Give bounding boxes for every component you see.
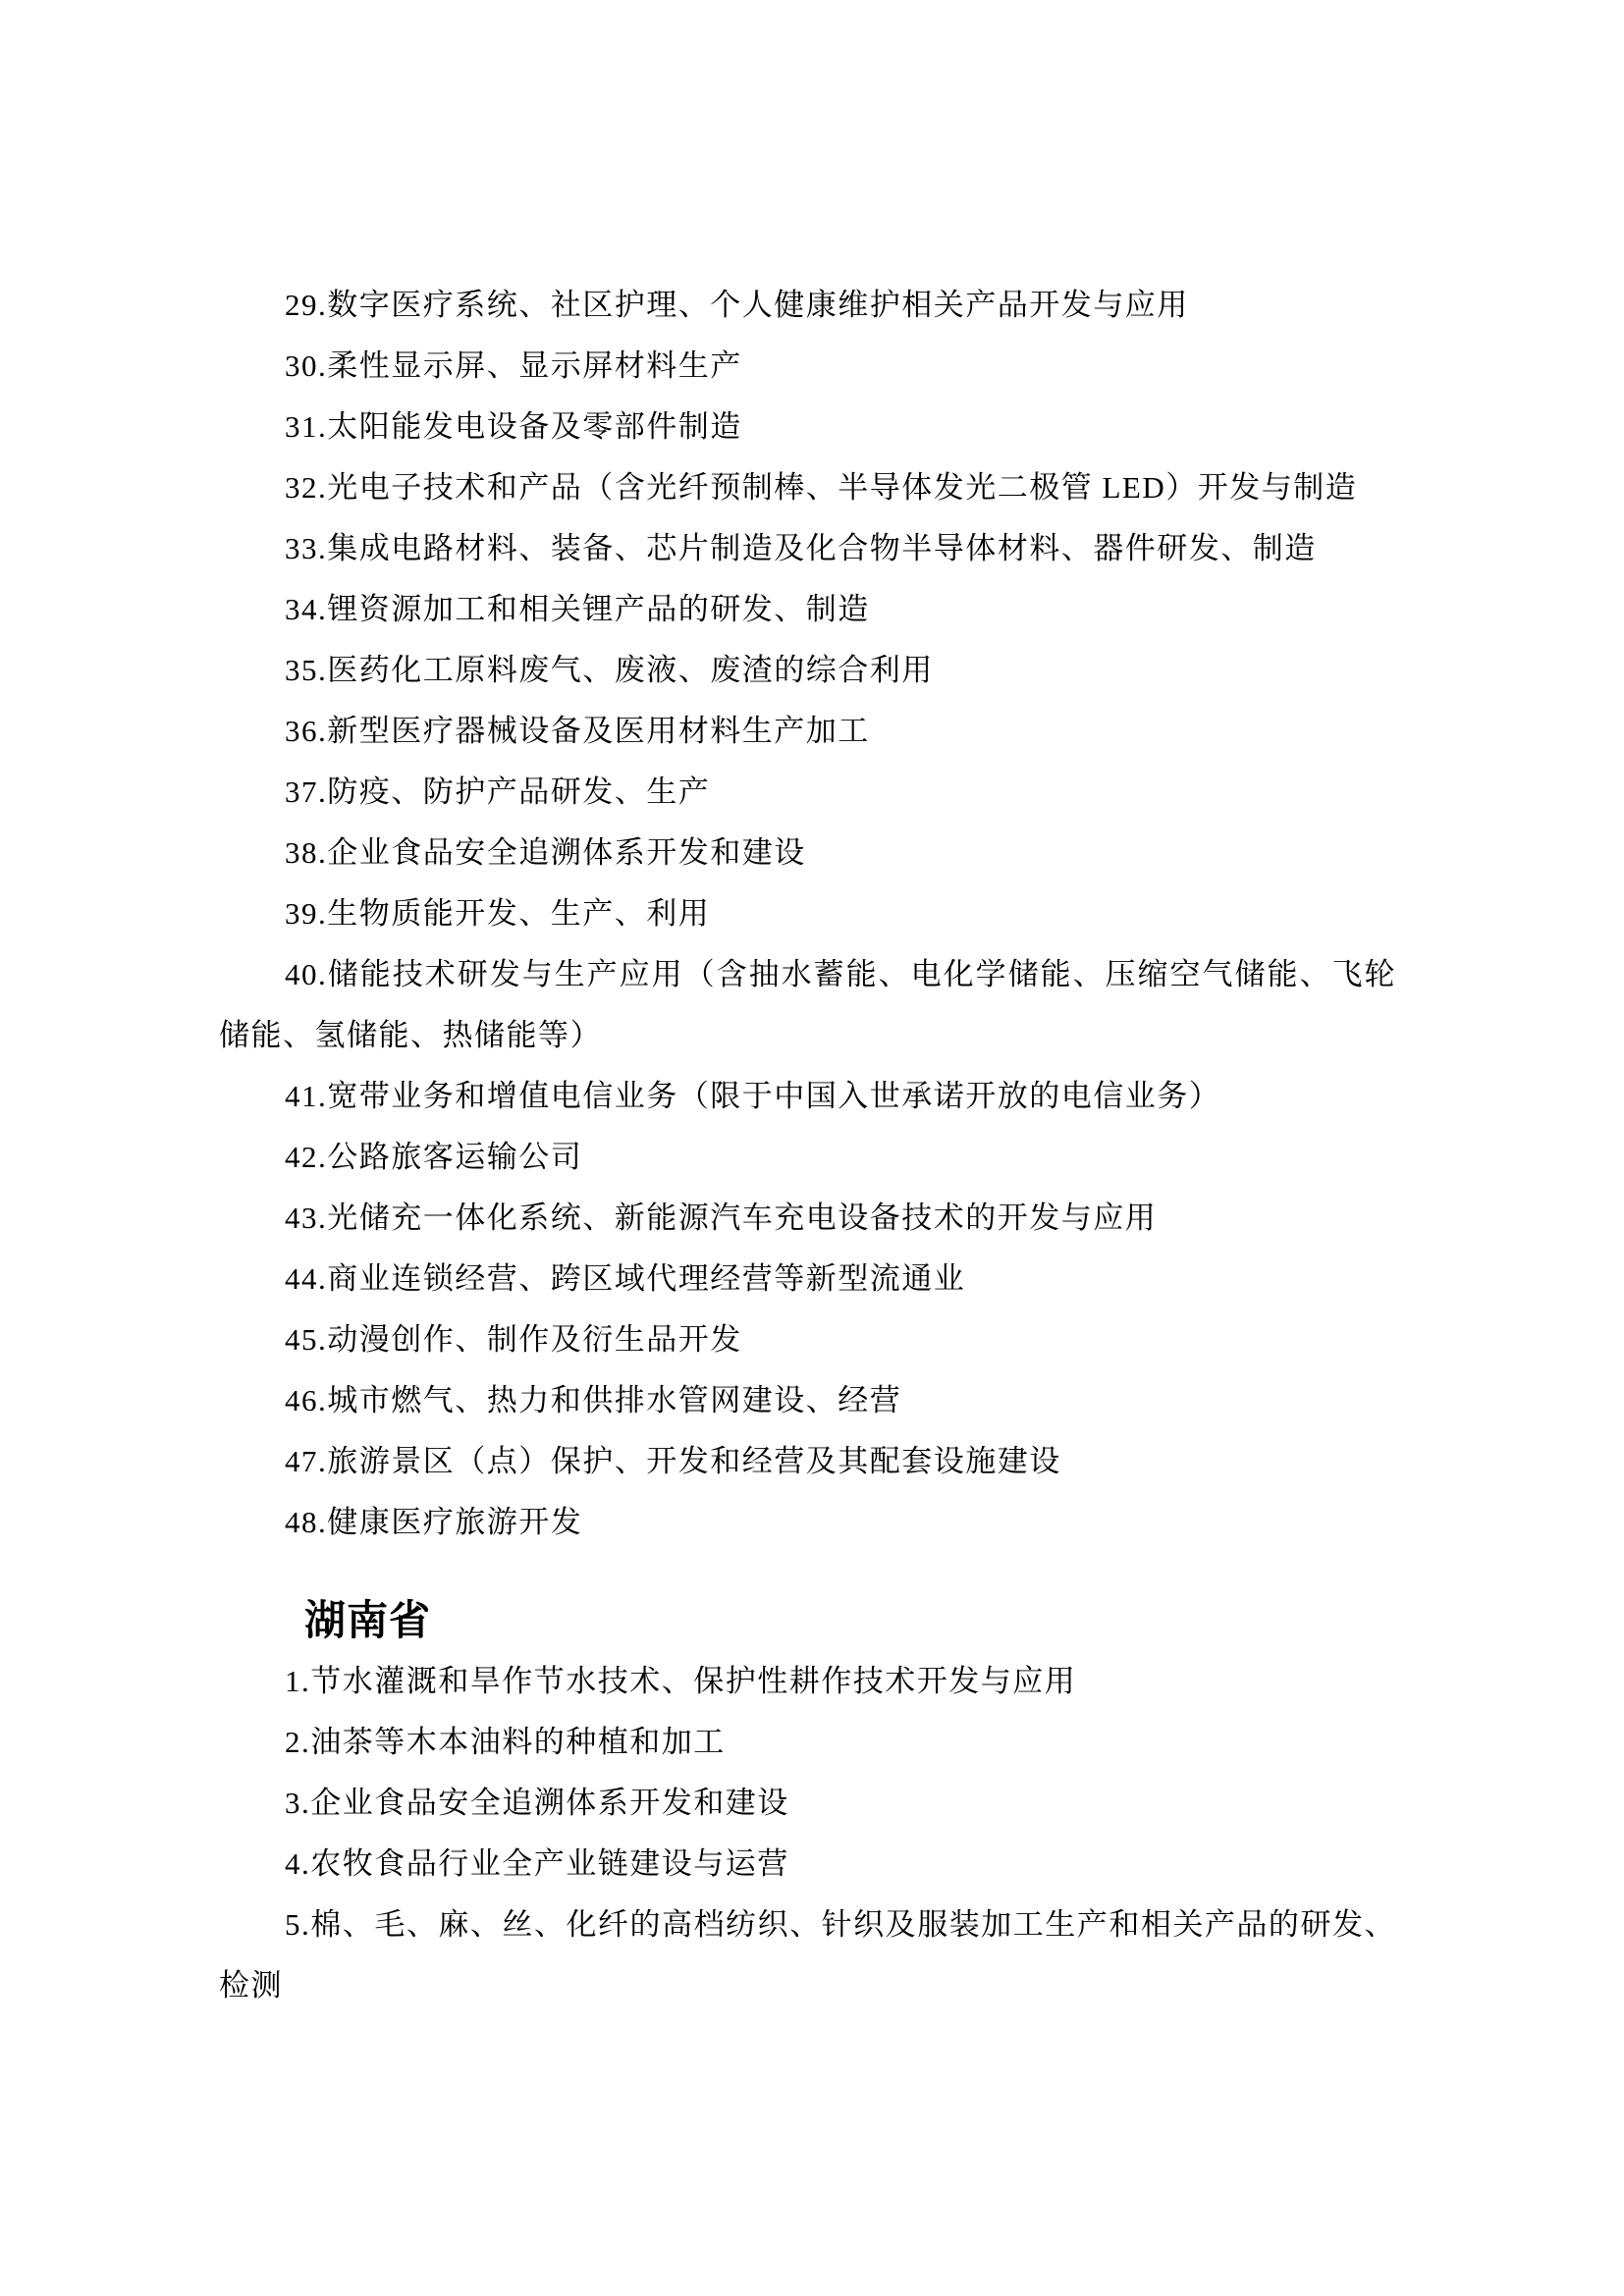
item-text: 企业食品安全追溯体系开发和建设: [327, 835, 806, 870]
item-number: 3.: [285, 1786, 311, 1820]
list-item: [219, 1773, 1396, 1834]
item-text: 光储充一体化系统、新能源汽车充电设备技术的开发与应用: [327, 1201, 1158, 1235]
item-number: 37.: [285, 774, 328, 809]
item-number: 48.: [285, 1505, 328, 1539]
item-number: 41.: [285, 1079, 328, 1113]
list-item: [219, 579, 1396, 640]
list-item: [219, 1127, 1396, 1188]
list-item: [219, 883, 1396, 944]
item-number: 33.: [285, 531, 328, 565]
list-item: [219, 1249, 1396, 1309]
item-number: 32.: [285, 470, 328, 505]
list-item: [219, 1651, 1396, 1712]
item-number: 31.: [285, 409, 328, 444]
item-text: 数字医疗系统、社区护理、个人健康维护相关产品开发与应用: [327, 288, 1189, 322]
item-text: 锂资源加工和相关锂产品的研发、制造: [327, 592, 870, 626]
item-number: 29.: [285, 288, 328, 322]
item-number: 46.: [285, 1383, 328, 1417]
list-item: [219, 457, 1396, 518]
section-heading-hunan: 湖南省: [304, 1597, 432, 1643]
list-item: [219, 640, 1396, 701]
item-number: 5.: [285, 1907, 311, 1942]
list-item: [219, 823, 1396, 883]
item-text: 新型医疗器械设备及医用材料生产加工: [327, 714, 870, 748]
item-number: 38.: [285, 835, 328, 870]
item-number: 39.: [285, 896, 328, 931]
item-text: 生物质能开发、生产、利用: [327, 896, 711, 931]
item-text: 节水灌溉和旱作节水技术、保护性耕作技术开发与应用: [310, 1664, 1077, 1698]
list-item: [219, 1895, 1396, 2016]
list-item: [219, 1492, 1396, 1553]
item-number: 40.: [285, 957, 328, 991]
list-item: [219, 1431, 1396, 1492]
item-text: 防疫、防护产品研发、生产: [327, 774, 711, 809]
list-item: [219, 397, 1396, 457]
item-text: 动漫创作、制作及衍生品开发: [327, 1322, 742, 1357]
item-text: 油茶等木本油料的种植和加工: [310, 1725, 726, 1759]
list-item: [219, 1712, 1396, 1773]
list-item: [219, 1066, 1396, 1127]
list-item: [219, 1309, 1396, 1370]
item-text: 宽带业务和增值电信业务（限于中国入世承诺开放的电信业务）: [327, 1079, 1221, 1113]
list-item: [219, 762, 1396, 823]
item-number: 34.: [285, 592, 328, 626]
item-number: 47.: [285, 1444, 328, 1478]
item-text: 光电子技术和产品（含光纤预制棒、半导体发光二极管 LED）开发与制造: [327, 470, 1358, 505]
item-text: 医药化工原料废气、废液、废渣的综合利用: [327, 653, 934, 687]
list-item: [219, 1834, 1396, 1895]
list-item: [219, 1188, 1396, 1249]
item-text: 企业食品安全追溯体系开发和建设: [310, 1786, 789, 1820]
list-item: [219, 336, 1396, 397]
item-text: 集成电路材料、装备、芯片制造及化合物半导体材料、器件研发、制造: [327, 531, 1317, 565]
list-item: [219, 1370, 1396, 1431]
item-text: 柔性显示屏、显示屏材料生产: [327, 348, 742, 383]
list-item: [219, 701, 1396, 762]
item-text: 农牧食品行业全产业链建设与运营: [310, 1846, 789, 1881]
item-text: 旅游景区（点）保护、开发和经营及其配套设施建设: [327, 1444, 1061, 1478]
list-item: [219, 275, 1396, 336]
item-number: 35.: [285, 653, 328, 687]
item-number: 44.: [285, 1261, 328, 1296]
item-text: 商业连锁经营、跨区域代理经营等新型流通业: [327, 1261, 966, 1296]
item-text: 公路旅客运输公司: [327, 1140, 583, 1174]
item-text: 城市燃气、热力和供排水管网建设、经营: [327, 1383, 902, 1417]
item-text: 储能技术研发与生产应用（含抽水蓄能、电化学储能、压缩空气储能、飞轮储能、氢储能、热储能等）: [219, 957, 1396, 1052]
section-hunan: [219, 1651, 1396, 2016]
item-number: 4.: [285, 1846, 311, 1881]
item-text: 健康医疗旅游开发: [327, 1505, 583, 1539]
list-item: [219, 518, 1396, 579]
item-number: 36.: [285, 714, 328, 748]
item-number: 45.: [285, 1322, 328, 1357]
item-number: 30.: [285, 348, 328, 383]
list-item: [219, 944, 1396, 1066]
item-number: 1.: [285, 1664, 311, 1698]
item-text: 太阳能发电设备及零部件制造: [327, 409, 742, 444]
item-number: 42.: [285, 1140, 328, 1174]
item-number: 2.: [285, 1725, 311, 1759]
section-previous-province-continued: [219, 275, 1396, 1553]
item-number: 43.: [285, 1201, 328, 1235]
item-text: 棉、毛、麻、丝、化纤的高档纺织、针织及服装加工生产和相关产品的研发、检测: [219, 1907, 1396, 2002]
